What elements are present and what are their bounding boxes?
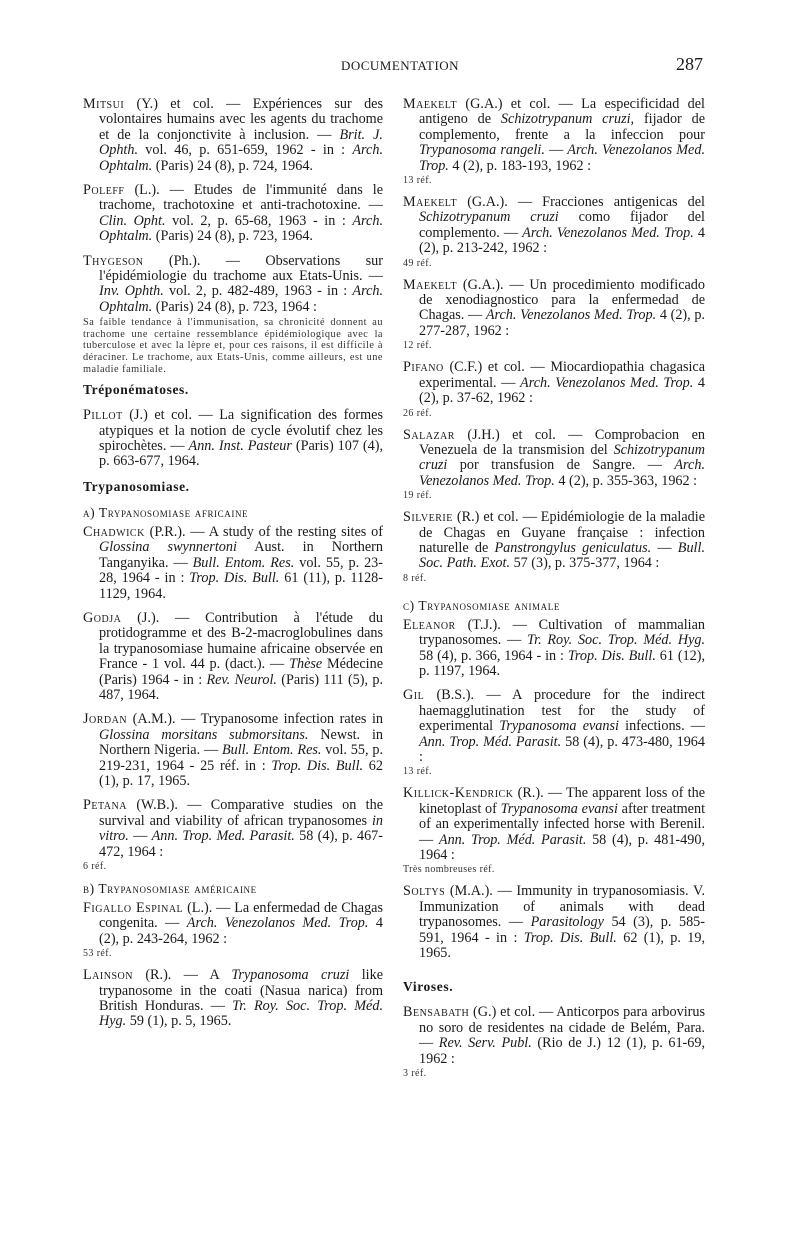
- bibliography-entry: Maekelt (G.A.). — Fracciones antigenicas del Schizotrypanum cruzi como fijador del complemento. — Arch. Venezolanos Med. Trop. 4 (2), p. 213-242, 1962 :: [403, 194, 705, 257]
- entry-author: Salazar: [403, 426, 455, 443]
- bibliography-entry: Figallo Espinal (L.). — La enfermedad de Chagas congenita. — Arch. Venezolanos Med. Trop. 4 (2), p. 243-264, 1962 :: [83, 900, 383, 947]
- left-column: [83, 97, 383, 1039]
- bibliography-entry: Gil (B.S.). — A procedure for the indirect haemagglutination test for the study of experimental Trypanosoma evansi infections. — Ann. Trop. Méd. Parasit. 58 (4), p. 473-480, 1964 :: [403, 687, 705, 765]
- bibliography-entry: Chadwick (P.R.). — A study of the resting sites of Glossina swynnertoni Aust. in Northern Tanganyika. — Bull. Entom. Res. vol. 55, p. 23-28, 1964 - in : Trop. Dis. Bull. 61 (11), p. 1128-1129, 1964.: [83, 523, 383, 602]
- bibliography-entry: Maekelt (G.A.) et col. — La especificidad del antigeno de Schizotrypanum cruzi, fijador de complemento, frente a la infeccion pour Trypanosoma rangeli. — Arch. Venezolanos Med. Trop. 4 (2), p. 183-193, 1962 :: [403, 96, 705, 174]
- entry-author: Soltys: [403, 883, 446, 900]
- section-heading: Viroses.: [403, 979, 454, 995]
- bibliography-entry: Bensabath (G.) et col. — Anticorpos para arbovirus no soro de residentes na cidade de Belém, Para. — Rev. Serv. Publ. (Rio de J.) 12 (1), p. 61-69, 1962 :: [403, 1004, 705, 1067]
- reference-count: Très nombreuses réf.: [403, 864, 495, 876]
- entry-author: Pillot: [83, 407, 123, 424]
- entry-author: Pifano: [403, 359, 444, 376]
- entry-author: Maekelt: [403, 194, 458, 211]
- entry-author: Bensabath: [403, 1004, 470, 1021]
- bibliography-entry: Lainson (R.). — A Trypanosoma cruzi like trypanosome in the coati (Nasua narica) from British Honduras. — Tr. Roy. Soc. Trop. Méd. Hyg. 59 (1), p. 5, 1965.: [83, 967, 383, 1030]
- reference-count: 3 réf.: [403, 1068, 427, 1080]
- reference-count: 53 réf.: [83, 948, 112, 960]
- reference-count: 49 réf.: [403, 257, 432, 269]
- bibliography-entry: Jordan (A.M.). — Trypanosome infection rates in Glossina morsitans submorsitans. Newst. in Northern Nigeria. — Bull. Entom. Res. vol. 55, p. 219-231, 1964 - 25 réf. in : Trop. Dis. Bull. 62 (1), p. 17, 1965.: [83, 711, 383, 789]
- entry-author: Eleanor: [403, 616, 456, 633]
- bibliography-entry: Poleff (L.). — Etudes de l'immunité dans le trachome, trachotoxine et anti-trachotoxine. — Clin. Opht. vol. 2, p. 65-68, 1963 - in : Arch. Ophtalm. (Paris) 24 (8), p. 723, 1964.: [83, 182, 383, 245]
- subsection-heading: b) Trypanosomiase américaine: [83, 881, 257, 896]
- entry-author: Godja: [83, 609, 122, 626]
- bibliography-entry: Soltys (M.A.). — Immunity in trypanosomiasis. V. Immunization of animals with dead trypanosomes. — Parasitology 54 (3), p. 585-591, 1964 - in : Trop. Dis. Bull. 62 (1), p. 19, 1965.: [403, 883, 706, 962]
- entry-author: Petana: [83, 797, 127, 814]
- bibliography-entry: Eleanor (T.J.). — Cultivation of mammalian trypanosomes. — Tr. Roy. Soc. Trop. Méd. Hyg. 58 (4), p. 366, 1964 - in : Trop. Dis. Bull. 61 (12), p. 1197, 1964.: [403, 616, 706, 679]
- entry-abstract: Sa faible tendance à l'immunisation, sa chronicité donnent au trachome une certaine ressemblance épidémiologique avec la tuberculose et avec la lèpre et, pour ces raisons, il est difficile à déraciner. Le trachome, aux Etats-Unis, comme ailleurs, est une maladie familiale.: [83, 317, 383, 375]
- entry-author: Maekelt: [403, 96, 458, 112]
- bibliography-entry: Mitsui (Y.) et col. — Expériences sur des volontaires humains avec les agents du trachome et de la conjonctivite à inclusion. — Brit. J. Ophth. vol. 46, p. 651-659, 1962 - in : Arch. Ophtalm. (Paris) 24 (8), p. 724, 1964.: [83, 96, 383, 174]
- reference-count: 13 réf.: [403, 766, 432, 778]
- section-heading: Trypanosomiase.: [83, 478, 190, 494]
- bibliography-entry: Godja (J.). — Contribution à l'étude du protidogramme et des B-2-macroglobulines dans la trypanosomiase humaine africaine observée en France - 1 vol. 44 p. (dact.). — Thèse Médecine (Paris) 1964 - in : Rev. Neurol. (Paris) 111 (5), p. 487, 1964.: [83, 609, 383, 703]
- reference-count: 19 réf.: [403, 490, 432, 502]
- bibliography-entry: Silverie (R.) et col. — Epidémiologie de la maladie de Chagas en Guyane française : infection naturelle de Panstrongylus geniculatus. — Bull. Soc. Path. Exot. 57 (3), p. 375-377, 1964 :: [403, 509, 705, 572]
- entry-author: Lainson: [83, 967, 133, 984]
- bibliography-entry: Maekelt (G.A.). — Un procedimiento modificado de xenodiagnostico para la enfermedad de Chagas. — Arch. Venezolanos Med. Trop. 4 (2), p. 277-287, 1962 :: [403, 276, 705, 339]
- entry-author: Killick-Kendrick: [403, 785, 514, 802]
- reference-count: 13 réf.: [403, 175, 432, 187]
- entry-author: Gil: [403, 687, 425, 704]
- subsection-heading: c) Trypanosomiase animale: [403, 597, 560, 613]
- entry-author: Thygeson: [83, 252, 144, 269]
- subsection-heading: a) Trypanosomiase africaine: [83, 504, 249, 520]
- entry-author: Figallo Espinal: [83, 900, 184, 916]
- bibliography-entry: Pillot (J.) et col. — La signification des formes atypiques et la notion de cycle évolutif chez les spirochètes. — Ann. Inst. Pasteur (Paris) 107 (4), p. 663-677, 1964.: [83, 407, 383, 470]
- entry-author: Maekelt: [403, 276, 458, 293]
- right-column: [403, 97, 705, 1088]
- section-heading: Tréponématoses.: [83, 382, 189, 398]
- entry-author: Jordan: [83, 711, 128, 728]
- reference-count: 12 réf.: [403, 340, 432, 352]
- reference-count: 6 réf.: [83, 861, 107, 872]
- reference-count: 26 réf.: [403, 407, 432, 419]
- entry-author: Silverie: [403, 509, 453, 526]
- bibliography-entry: Pifano (C.F.) et col. — Miocardiopathia chagasica experimental. — Arch. Venezolanos Med. Trop. 4 (2), p. 37-62, 1962 :: [403, 359, 705, 407]
- bibliography-entry: Petana (W.B.). — Comparative studies on the survival and viability of african trypanosomes in vitro. — Ann. Trop. Med. Parasit. 58 (4), p. 467-472, 1964 :: [83, 797, 383, 860]
- bibliography-entry: Salazar (J.H.) et col. — Comprobacion en Venezuela de la transmision del Schizotrypanum cruzi por transfusion de Sangre. — Arch. Venezolanos Med. Trop. 4 (2), p. 355-363, 1962 :: [403, 426, 705, 489]
- entry-author: Mitsui: [83, 96, 125, 112]
- entry-author: Poleff: [83, 182, 125, 199]
- entry-author: Chadwick: [83, 523, 145, 540]
- running-title: DOCUMENTATION: [340, 58, 460, 73]
- reference-count: 8 réf.: [403, 572, 427, 584]
- bibliography-entry: Killick-Kendrick (R.). — The apparent loss of the kinetoplast of Trypanosoma evansi after treatment of an experimentally infected horse with Berenil. — Ann. Trop. Méd. Parasit. 58 (4), p. 481-490, 1964 :: [403, 785, 706, 864]
- bibliography-entry: Thygeson (Ph.). — Observations sur l'épidémiologie du trachome aux Etats-Unis. — Inv. Ophth. vol. 2, p. 482-489, 1963 - in : Arch. Ophtalm. (Paris) 24 (8), p. 723, 1964 :: [83, 252, 384, 315]
- page-number: 287: [676, 54, 703, 74]
